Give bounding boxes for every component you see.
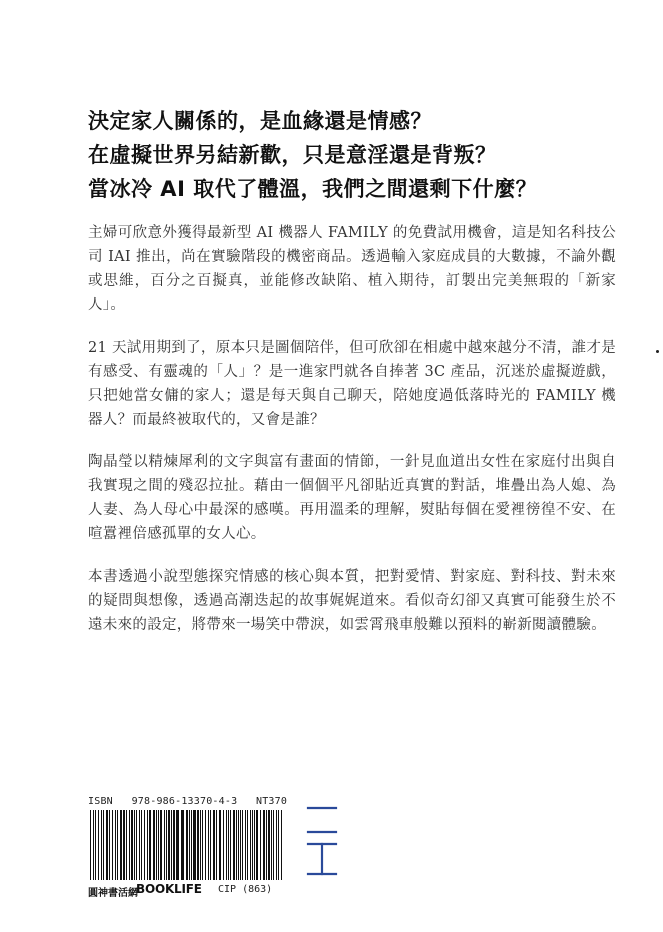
isbn-line xyxy=(88,796,288,807)
publisher-name: 圓神書活網 xyxy=(88,888,138,899)
synopsis-paragraph-1: 主婦可欣意外獲得最新型 AI 機器人 FAMILY 的免費試用機會，這是知名科技公司 IAI 推出，尚在實驗階段的機密商品。透過輸入家庭成員的大數據，不論外觀或思維，百分之百擬真，並能修改缺陷、植入期待，訂製出完美無瑕的「新家人」。 xyxy=(88,225,616,313)
headline-line-1: 決定家人關係的，是血緣還是情感？ xyxy=(88,109,432,133)
barcode xyxy=(88,810,286,880)
publisher-brand-logo: BOOKLIFE xyxy=(136,882,202,896)
isbn-number: 978-986-13370-4-3 xyxy=(131,796,238,807)
margin-dot xyxy=(656,350,659,353)
synopsis-paragraph-2: 21 天試用期到了，原本只是圖個陪伴，但可欣卻在相處中越來越分不清，誰才是有感受、有靈魂的「人」？是一進家門就各自捧著 3C 產品，沉迷於虛擬遊戲，只把她當女傭的家人；還是每天與自己聊天，陪她度過低落時光的 FAMILY 機器人？而最終被取代的，又會是誰？ xyxy=(88,340,616,428)
synopsis xyxy=(88,221,616,656)
publisher-logo-icon xyxy=(304,802,340,880)
headline-block xyxy=(88,104,628,206)
headline-line-2: 在虛擬世界另結新歡，只是意淫還是背叛？ xyxy=(88,143,497,167)
headline-line-3: 當冰冷 AI 取代了體溫，我們之間還剩下什麼？ xyxy=(88,177,538,201)
barcode-icon xyxy=(88,810,286,880)
synopsis-paragraph-4: 本書透過小說型態探究情感的核心與本質，把對愛情、對家庭、對科技、對未來的疑問與想像，透過高潮迭起的故事娓娓道來。看似奇幻卻又真實可能發生於不遠未來的設定，將帶來一場笑中帶淚，如雲霄飛車般難以預料的嶄新閱讀體驗。 xyxy=(88,569,616,633)
cip-code: CIP (863) xyxy=(218,884,273,895)
isbn-label: ISBN xyxy=(88,796,113,807)
synopsis-paragraph-3: 陶晶瑩以精煉犀利的文字與富有畫面的情節，一針見血道出女性在家庭付出與自我實現之間的殘忍拉扯。藉由一個個平凡卻貼近真實的對話，堆疊出為人媳、為人妻、為人母心中最深的感嘆。再用溫柔的理解，熨貼每個在愛裡徬徨不安、在喧囂裡倍感孤單的女人心。 xyxy=(88,454,616,542)
price: NT370 xyxy=(255,796,288,807)
